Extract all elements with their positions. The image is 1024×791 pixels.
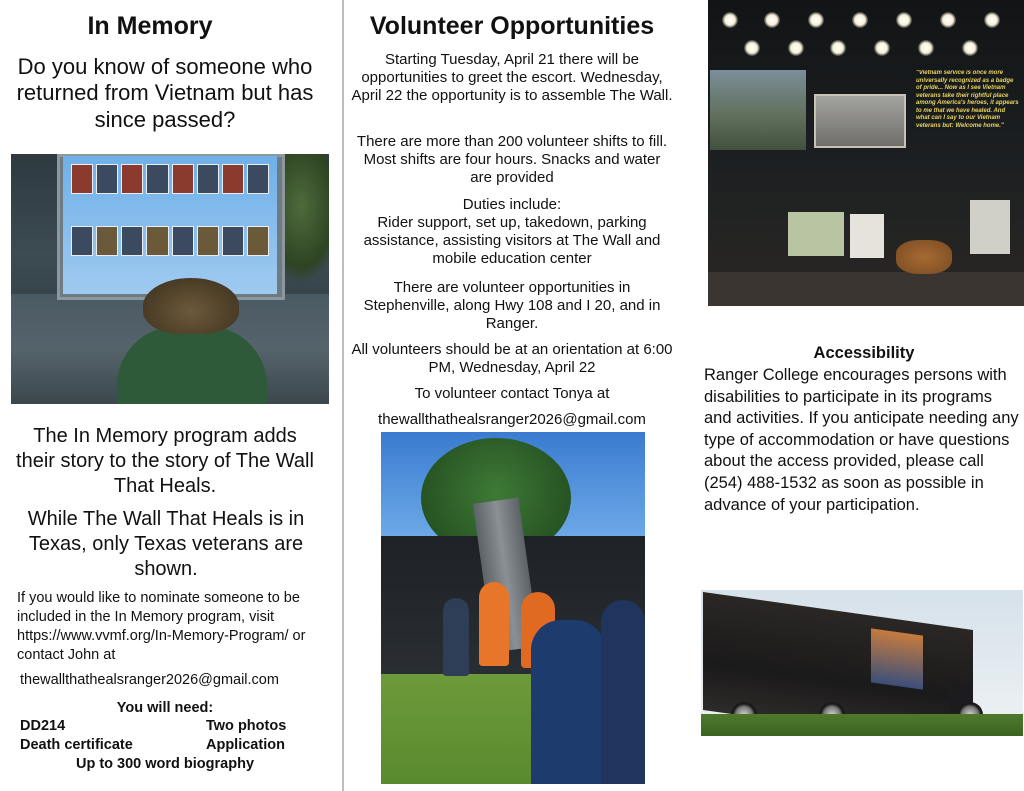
- volunteer-duties-title: Duties include:: [462, 196, 562, 213]
- in-memory-question: Do you know of someone who returned from Vietnam but has since passed?: [16, 54, 314, 132]
- need-application: Application: [206, 737, 285, 753]
- volunteer-duties: [351, 196, 673, 268]
- volunteer-email: thewallthathealsranger2026@gmail.com: [378, 411, 646, 428]
- volunteer-duties-list: Rider support, set up, takedown, parking assistance, assisting visitors at The Wall and mobile education center: [363, 214, 661, 267]
- volunteer-shifts-text: There are more than 200 volunteer shifts to fill. Most shifts are four hours. Snacks and water are provided: [356, 133, 668, 186]
- volunteer-dates-text: Starting Tuesday, April 21 there will be opportunities to greet the escort. Wednesday, April 22 the opportunity is to assemble The Wall.: [351, 51, 673, 104]
- need-biography: Up to 300 word biography: [75, 756, 255, 772]
- mobile-education-center-trailer-photo: [701, 590, 1023, 736]
- need-two-photos: Two photos: [206, 718, 287, 734]
- accessibility-column: [690, 0, 1024, 791]
- need-death-certificate: Death certificate: [20, 737, 133, 753]
- you-will-need-title: You will need:: [116, 700, 214, 716]
- accessibility-title: Accessibility: [813, 344, 915, 362]
- volunteers-assembling-wall-photo: [381, 432, 645, 784]
- in-memory-title: In Memory: [87, 12, 213, 40]
- in-memory-column: [0, 0, 340, 791]
- volunteer-column: [345, 0, 685, 791]
- in-memory-texas-text: While The Wall That Heals is in Texas, only Texas veterans are shown.: [27, 508, 305, 580]
- in-memory-display-photo: [11, 154, 329, 404]
- museum-quote: "Vietnam service is once more universally recognized as a badge of pride... Now as I see Vietnam veterans take their rightful place among America's heroes, it appears to me that we have healed. And what can I say to our Vietnam veterans but: Welcome home.": [916, 70, 1019, 129]
- need-dd214: DD214: [20, 718, 66, 734]
- in-memory-nominate-text: If you would like to nominate someone to be included in the In Memory program, visit https://www.vvmf.org/In-Memory-Program/ or contact John at: [17, 590, 306, 663]
- volunteer-orientation-text: All volunteers should be at an orientation at 6:00 PM, Wednesday, April 22: [351, 341, 673, 376]
- in-memory-program-text: The In Memory program adds their story to the story of The Wall That Heals.: [16, 425, 314, 497]
- volunteer-title: Volunteer Opportunities: [369, 12, 655, 40]
- accessibility-body: Ranger College encourages persons with disabilities to participate in its programs and activities. If you anticipate needing any type of accommodation or have questions about the access provided, please call (254) 488-1532 as soon as possible in advance of your participation.: [704, 366, 1019, 514]
- in-memory-email: thewallthathealsranger2026@gmail.com: [20, 672, 279, 688]
- volunteer-contact-text: To volunteer contact Tonya at: [414, 385, 610, 402]
- museum-exhibit-photo: [708, 0, 1024, 306]
- volunteer-locations-text: There are volunteer opportunities in Stephenville, along Hwy 108 and I 20, and in Ranger.: [363, 279, 661, 332]
- column-divider-left: [342, 0, 344, 791]
